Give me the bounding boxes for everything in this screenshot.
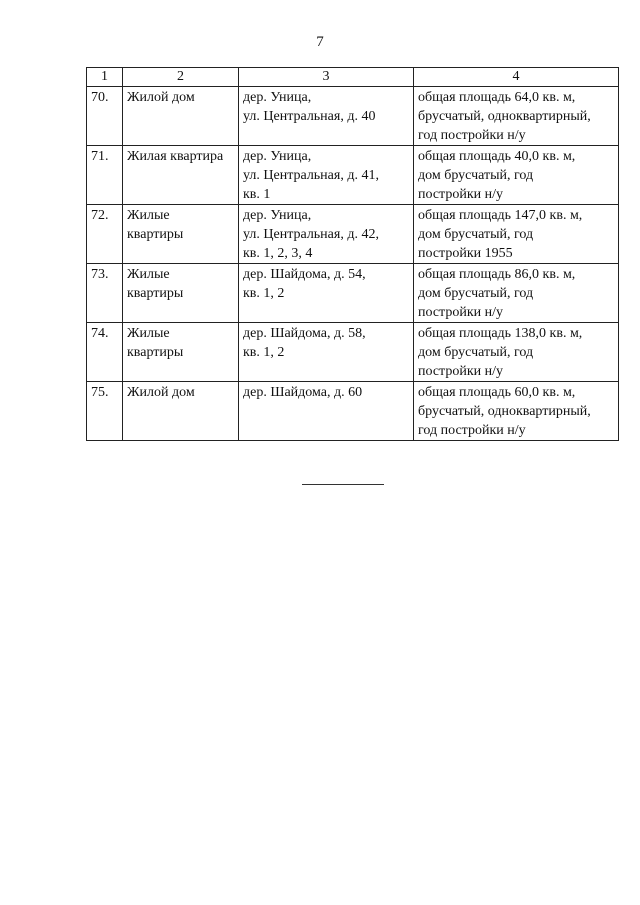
column-header: 2 — [123, 68, 239, 87]
address-line: дер. Уница, — [243, 149, 312, 164]
row-number: 74. — [87, 323, 123, 382]
table-row — [87, 146, 619, 205]
description-cell — [414, 382, 619, 441]
address-line: ул. Центральная, д. 41, — [243, 168, 379, 183]
address-line: кв. 1 — [243, 187, 271, 202]
description-line: дом брусчатый, год — [418, 168, 534, 183]
description-line: брусчатый, одноквартирный, — [418, 404, 591, 419]
address-line: ул. Центральная, д. 40 — [243, 109, 376, 124]
address-line: дер. Уница, — [243, 90, 312, 105]
description-cell — [414, 87, 619, 146]
row-number: 73. — [87, 264, 123, 323]
row-number: 72. — [87, 205, 123, 264]
address-line: дер. Уница, — [243, 208, 312, 223]
description-line: постройки н/у — [418, 364, 504, 379]
address-cell — [239, 323, 414, 382]
description-line: постройки н/у — [418, 305, 504, 320]
address-line: кв. 1, 2 — [243, 345, 285, 360]
object-type-cell — [123, 323, 239, 382]
description-line: общая площадь 147,0 кв. м, — [418, 208, 583, 223]
column-header: 4 — [414, 68, 619, 87]
address-line: ул. Центральная, д. 42, — [243, 227, 379, 242]
object-type-cell — [123, 382, 239, 441]
object-type-cell — [123, 205, 239, 264]
address-cell — [239, 87, 414, 146]
description-line: постройки 1955 — [418, 246, 513, 261]
address-cell — [239, 264, 414, 323]
property-table — [86, 67, 619, 441]
object-type-cell — [123, 146, 239, 205]
description-cell — [414, 323, 619, 382]
table-row — [87, 382, 619, 441]
address-cell — [239, 146, 414, 205]
description-line: общая площадь 60,0 кв. м, — [418, 385, 576, 400]
object-type-line: квартиры — [127, 227, 184, 242]
description-line: общая площадь 64,0 кв. м, — [418, 90, 576, 105]
object-type-line: квартиры — [127, 286, 184, 301]
description-line: дом брусчатый, год — [418, 227, 534, 242]
object-type-cell — [123, 87, 239, 146]
description-cell — [414, 264, 619, 323]
object-type-line: Жилые — [127, 267, 170, 282]
description-line: брусчатый, одноквартирный, — [418, 109, 591, 124]
address-line: дер. Шайдома, д. 58, — [243, 326, 366, 341]
description-line: общая площадь 138,0 кв. м, — [418, 326, 583, 341]
description-line: общая площадь 86,0 кв. м, — [418, 267, 576, 282]
description-line: год постройки н/у — [418, 128, 526, 143]
description-cell — [414, 146, 619, 205]
row-number: 75. — [87, 382, 123, 441]
description-line: общая площадь 40,0 кв. м, — [418, 149, 576, 164]
address-line: кв. 1, 2 — [243, 286, 285, 301]
table-row — [87, 87, 619, 146]
description-line: год постройки н/у — [418, 423, 526, 438]
address-cell — [239, 382, 414, 441]
table-row — [87, 323, 619, 382]
table-header-row — [87, 68, 619, 87]
object-type-line: Жилые — [127, 208, 170, 223]
end-of-document-rule — [302, 484, 384, 485]
object-type-line: Жилая квартира — [127, 149, 224, 164]
address-line: кв. 1, 2, 3, 4 — [243, 246, 313, 261]
table-row — [87, 264, 619, 323]
address-line: дер. Шайдома, д. 60 — [243, 385, 363, 400]
description-line: постройки н/у — [418, 187, 504, 202]
object-type-line: Жилые — [127, 326, 170, 341]
column-header: 1 — [87, 68, 123, 87]
description-line: дом брусчатый, год — [418, 286, 534, 301]
description-line: дом брусчатый, год — [418, 345, 534, 360]
description-cell — [414, 205, 619, 264]
address-line: дер. Шайдома, д. 54, — [243, 267, 366, 282]
object-type-line: квартиры — [127, 345, 184, 360]
object-type-line: Жилой дом — [127, 90, 195, 105]
row-number: 71. — [87, 146, 123, 205]
address-cell — [239, 205, 414, 264]
page-number: 7 — [316, 34, 324, 50]
table-row — [87, 205, 619, 264]
object-type-cell — [123, 264, 239, 323]
object-type-line: Жилой дом — [127, 385, 195, 400]
row-number: 70. — [87, 87, 123, 146]
column-header: 3 — [239, 68, 414, 87]
